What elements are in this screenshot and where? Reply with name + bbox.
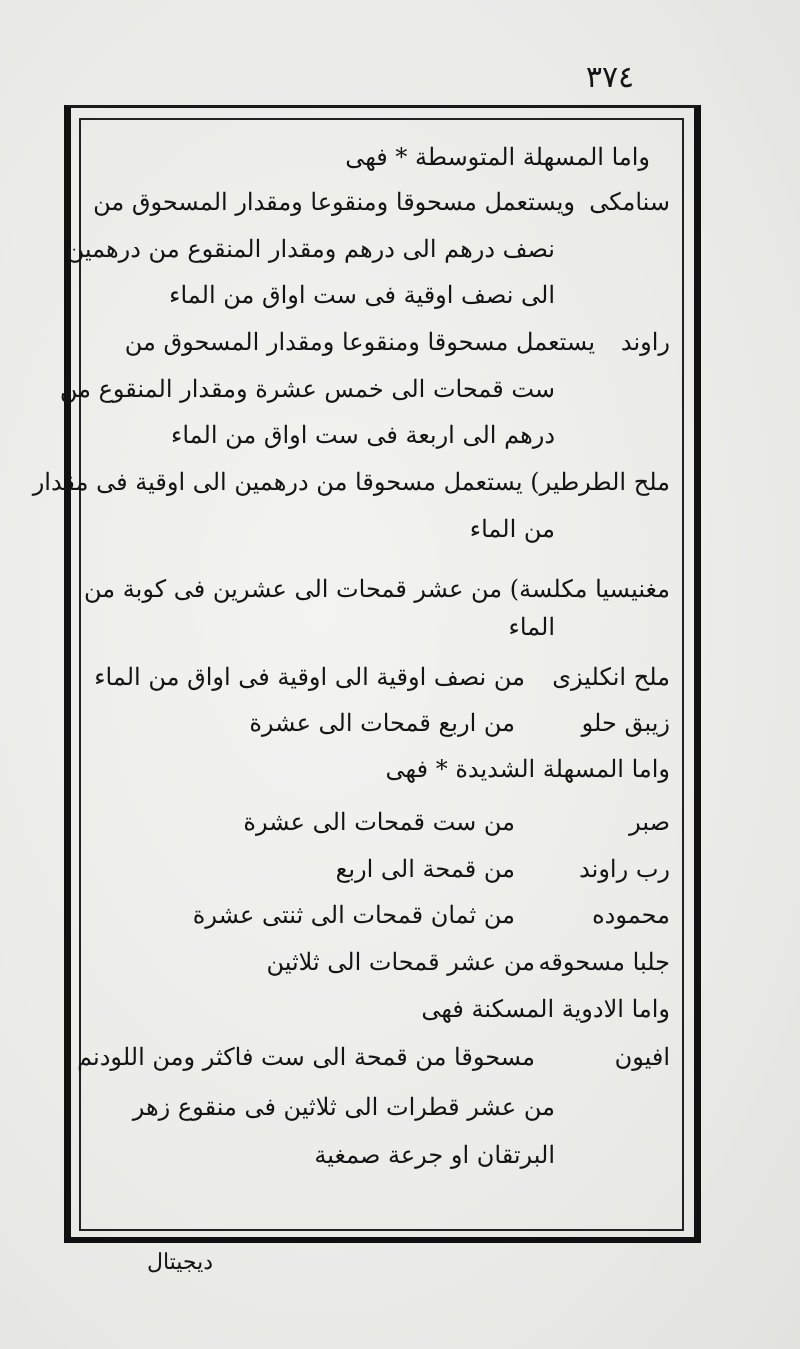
text-line: من عشر قطرات الى ثلاثين فى منقوع زهر — [132, 1093, 555, 1121]
section-heading-moderate-laxatives: واما المسهلة المتوسطة * فهى — [345, 143, 650, 171]
drug-text: ويستعمل مسحوقا ومنقوعا ومقدار المسحوق من — [93, 188, 575, 216]
drug-text: من قمحة الى اربع — [335, 855, 515, 883]
text-line: نصف درهم الى درهم ومقدار المنقوع من درهمين — [66, 235, 555, 263]
drug-entry-tartar-salt: ملح الطرطير) يستعمل مسحوقا من درهمين الى اوقية فى مقدار — [32, 468, 670, 496]
drug-text: يستعمل مسحوقا ومنقوعا ومقدار المسحوق من — [124, 328, 595, 356]
text-line: البرتقان او جرعة صمغية — [314, 1141, 555, 1169]
section-heading-sedatives: واما الادوية المسكنة فهى — [421, 995, 670, 1023]
drug-name-jalap: جلبا مسحوقه — [538, 948, 670, 976]
text-line: درهم الى اربعة فى ست اواق من الماء — [171, 421, 555, 449]
drug-name-senna: سنامكى — [589, 188, 670, 216]
drug-text: مسحوقا من قمحة الى ست فاكثر ومن اللودنم — [77, 1043, 535, 1071]
text-line: الماء — [508, 613, 555, 641]
page-number: ٣٧٤ — [585, 60, 635, 95]
section-heading-strong-laxatives: واما المسهلة الشديدة * فهى — [385, 755, 670, 783]
drug-name-calomel: زيبق حلو — [581, 709, 670, 737]
drug-name-rhubarb: راوند — [620, 328, 670, 356]
drug-name-aloe: صبر — [629, 808, 670, 836]
drug-name-epsom-salt: ملح انكليزى — [552, 663, 670, 691]
drug-text: من ست قمحات الى عشرة — [243, 808, 515, 836]
text-line: الى نصف اوقية فى ست اواق من الماء — [169, 281, 555, 309]
drug-name-opium: افيون — [614, 1043, 670, 1071]
drug-name-rhubarb-extract: رب راوند — [579, 855, 670, 883]
drug-text: من عشر قمحات الى ثلاثين — [266, 948, 535, 976]
digitization-stamp: ديجيتال — [146, 1250, 214, 1275]
drug-entry-magnesia: مغنيسيا مكلسة) من عشر قمحات الى عشرين فى كوبة من — [84, 575, 670, 603]
drug-text: من نصف اوقية الى اوقية فى اواق من الماء — [94, 663, 525, 691]
drug-name-scammony: محموده — [592, 901, 670, 929]
text-line: من الماء — [469, 515, 555, 543]
text-line: ست قمحات الى خمس عشرة ومقدار المنقوع من — [59, 375, 555, 403]
drug-text: من اربع قمحات الى عشرة — [249, 709, 515, 737]
drug-text: من ثمان قمحات الى ثنتى عشرة — [192, 901, 515, 929]
